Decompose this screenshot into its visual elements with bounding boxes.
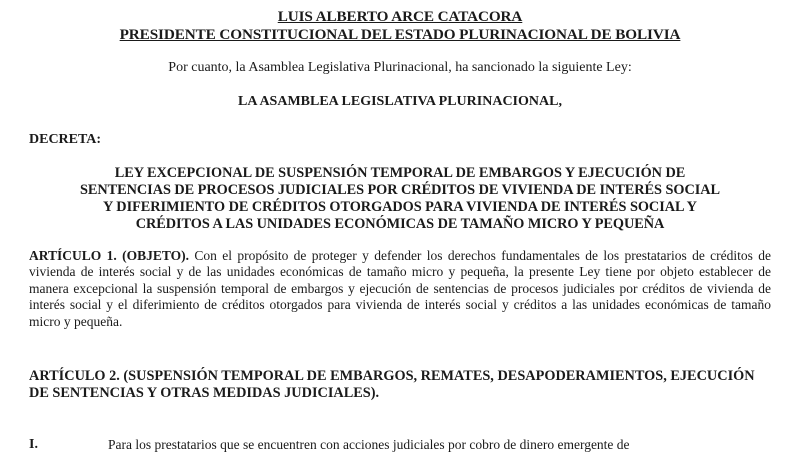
article-2-item-text: Para los prestatarios que se encuentren con acciones judiciales por cobro de dinero emergente de bbox=[108, 437, 630, 452]
law-title-line: LEY EXCEPCIONAL DE SUSPENSIÓN TEMPORAL DE EMBARGOS Y EJECUCIÓN DE bbox=[114, 165, 686, 181]
article-2-heading: ARTÍCULO 2. (SUSPENSIÓN TEMPORAL DE EMBARGOS, REMATES, DESAPODERAMIENTOS, EJECUCIÓN DE SENTENCIAS Y OTRAS MEDIDAS JUDICIALES). bbox=[29, 368, 755, 401]
law-title-line: CRÉDITOS A LAS UNIDADES ECONÓMICAS DE TAMAÑO MICRO Y PEQUEÑA bbox=[135, 216, 665, 232]
preamble-text: Por cuanto, la Asamblea Legislativa Plurinacional, ha sancionado la siguiente Ley: bbox=[168, 60, 632, 75]
president-office: PRESIDENTE CONSTITUCIONAL DEL ESTADO PLURINACIONAL DE BOLIVIA bbox=[119, 26, 681, 43]
assembly-heading: LA ASAMBLEA LEGISLATIVA PLURINACIONAL, bbox=[238, 94, 562, 109]
law-title-line: SENTENCIAS DE PROCESOS JUDICIALES POR CRÉDITOS DE VIVIENDA DE INTERÉS SOCIAL bbox=[80, 182, 720, 198]
article-1 bbox=[29, 248, 771, 330]
law-title-line: Y DIFERIMIENTO DE CRÉDITOS OTORGADOS PARA VIVIENDA DE INTERÉS SOCIAL Y bbox=[103, 199, 697, 215]
article-1-body: Con el propósito de proteger y defender los derechos fundamentales de los prestatarios de créditos de vivienda de interés social y de las unidades económicas de tamaño micro y pequeña, la presente Ley tiene por objeto establecer de manera excepcional la suspensión temporal de embargos y ejecución de sentencias de procesos judiciales por créditos de vivienda de interés social y el diferimiento de créditos otorgados para vivienda de interés social y créditos a las unidades económicas de tamaño micro y pequeña. bbox=[29, 248, 771, 329]
article-1-heading: ARTÍCULO 1. (OBJETO). bbox=[29, 248, 190, 263]
article-2-item-number: I. bbox=[29, 437, 38, 452]
decreta-heading: DECRETA: bbox=[29, 132, 102, 147]
president-name: LUIS ALBERTO ARCE CATACORA bbox=[277, 8, 523, 25]
